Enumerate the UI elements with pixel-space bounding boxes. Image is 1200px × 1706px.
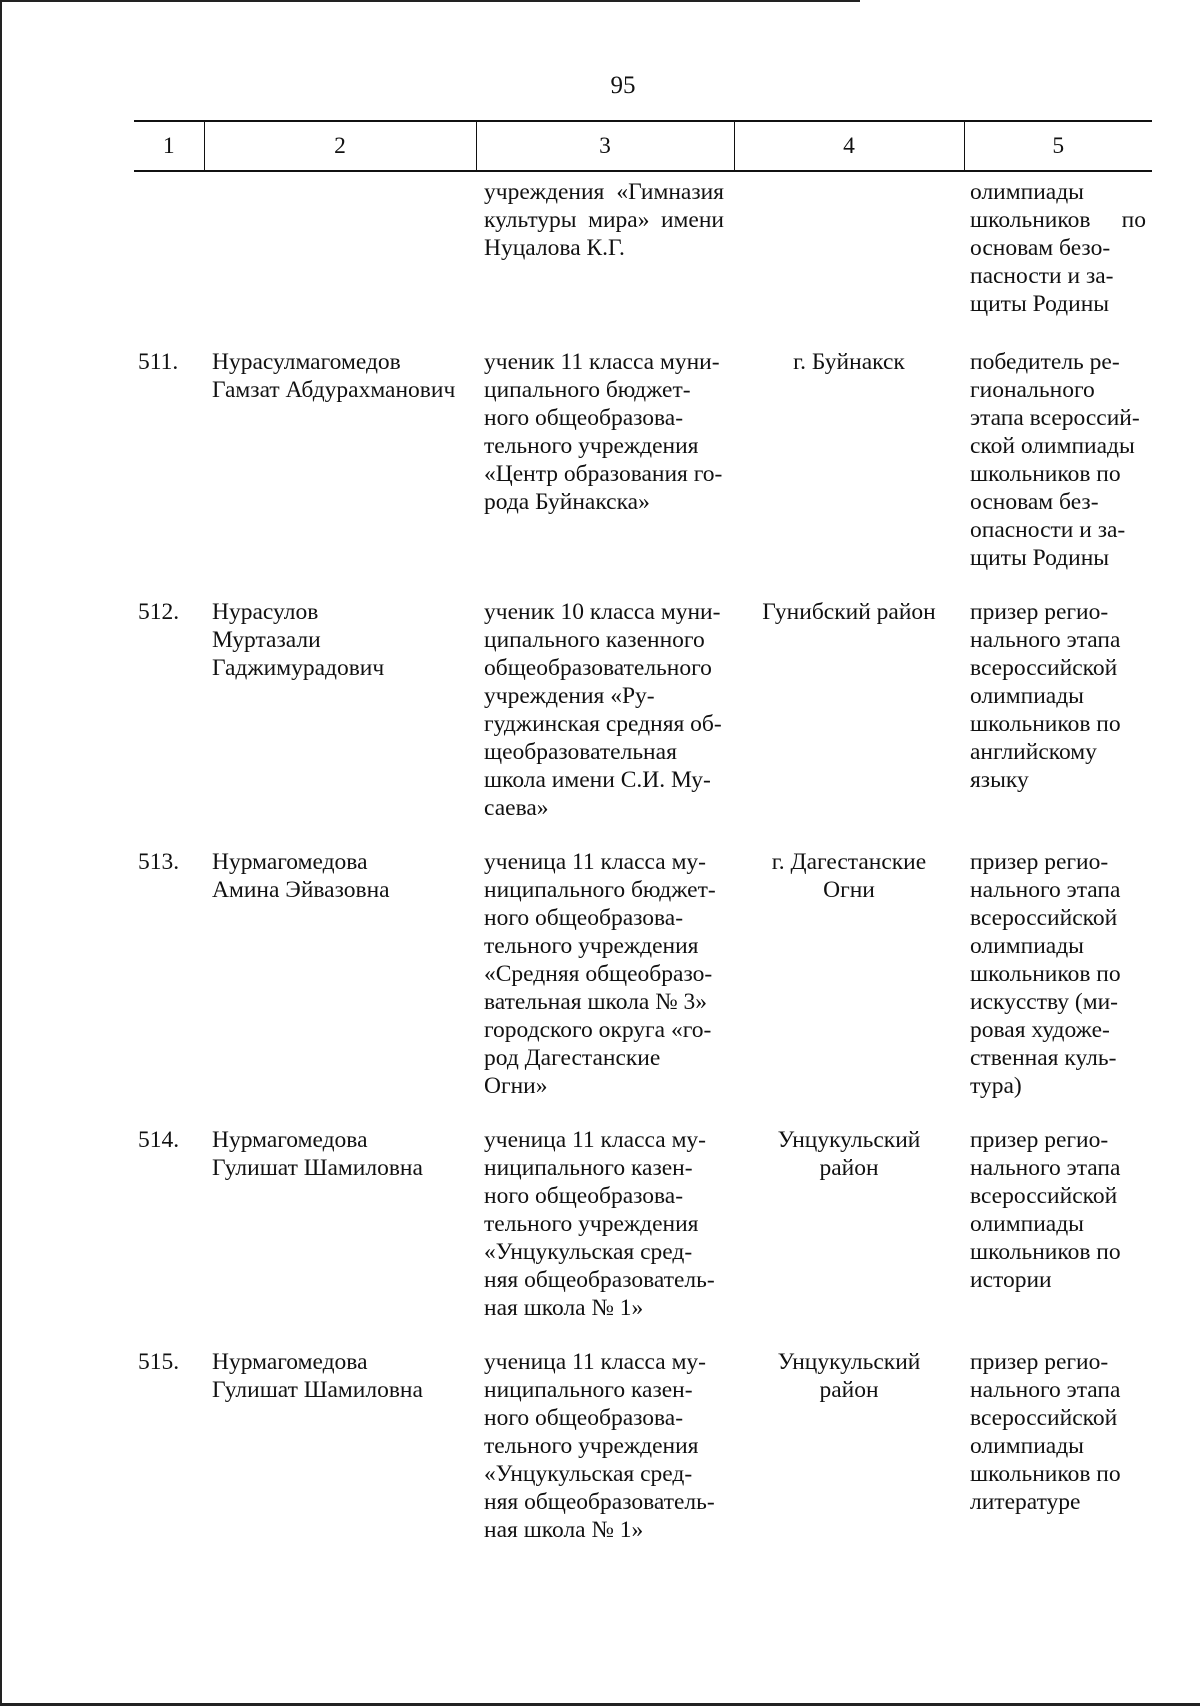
scan-edge-top [0,0,860,2]
institution-cell: ученик 10 класса муни- ципального казенного общеобразовательного учреждения «Ру- гуджинская средняя об- щеобразовательная школа имени С.И. Му- саева» [484,599,722,821]
award-cell: призер регио- нального этапа всероссийской олимпиады школьников по английскому языку [970,599,1121,793]
table-row [134,848,1152,1126]
institution-cell: учреждения «Гимназия культуры мира» имени Нуцалова К.Г. [484,179,724,261]
institution-cell: ученик 11 класса муни- ципального бюджет- ного общеобразова- тельного учреждения «Центр образования го- рода Буйнакска» [484,349,723,515]
location-cell: Гунибский район [762,599,936,625]
award-cell: призер регио- нального этапа всероссийской олимпиады школьников по литературе [970,1349,1121,1515]
location-cell: г. Буйнакск [793,349,905,375]
award-cell: призер регио- нального этапа всероссийской олимпиады школьников по искусству (ми- ровая художе- ственная куль- тура) [970,849,1121,1099]
row-number: 515. [138,1349,180,1375]
continuation-row [134,171,1152,348]
student-name: Нурасулмагомедов Гамзат Абдурахманович [212,349,456,403]
institution-cell: ученица 11 класса му- ниципального казен- ного общеобразова- тельного учреждения «Унцукульская сред- няя общеобразователь- ная школа № 1» [484,1349,715,1543]
award-cell: победитель ре- гионального этапа всероссий- ской олимпиады школьников по основам без- опасности и за- щиты Родины [970,349,1140,571]
student-name: Нурасулов Муртазали Гаджимурадович [212,599,385,681]
table-row [134,1348,1152,1570]
winners-table [134,120,1152,1570]
award-cell: призер регио- нального этапа всероссийской олимпиады школьников по истории [970,1127,1121,1293]
column-header-5: 5 [964,121,1152,171]
location-cell: Унцукульский район [777,1127,921,1181]
award-cell: олимпиады школьников по основам безо- пасности и за- щиты Родины [970,179,1146,317]
row-number: 513. [138,849,180,875]
column-header-2: 2 [204,121,476,171]
scan-edge-left [0,0,2,1706]
row-number: 512. [138,599,180,625]
header-row [134,121,1152,171]
column-header-4: 4 [734,121,964,171]
location-cell [734,171,964,348]
row-number: 511. [138,349,179,375]
student-name: Нурмагомедова Амина Эйвазовна [212,849,390,903]
table-row [134,1126,1152,1348]
table-row [134,348,1152,598]
page-number: 95 [610,72,636,99]
row-number: 514. [138,1127,180,1153]
location-cell: г. Дагестанские Огни [771,849,927,903]
institution-cell: ученица 11 класса му- ниципального бюджет- ного общеобразова- тельного учреждения «Средняя общеобразо- вательная школа № 3» городского округа «го- род Дагестанские Огни» [484,849,716,1099]
location-cell: Унцукульский район [777,1349,921,1403]
row-number [134,171,204,348]
institution-cell: ученица 11 класса му- ниципального казен- ного общеобразова- тельного учреждения «Унцукульская сред- няя общеобразователь- ная школа № 1» [484,1127,715,1321]
student-name: Нурмагомедова Гулишат Шамиловна [212,1349,423,1403]
column-header-1: 1 [134,121,204,171]
student-name [204,171,476,348]
student-name: Нурмагомедова Гулишат Шамиловна [212,1127,423,1181]
column-header-3: 3 [476,121,734,171]
table-row [134,598,1152,848]
